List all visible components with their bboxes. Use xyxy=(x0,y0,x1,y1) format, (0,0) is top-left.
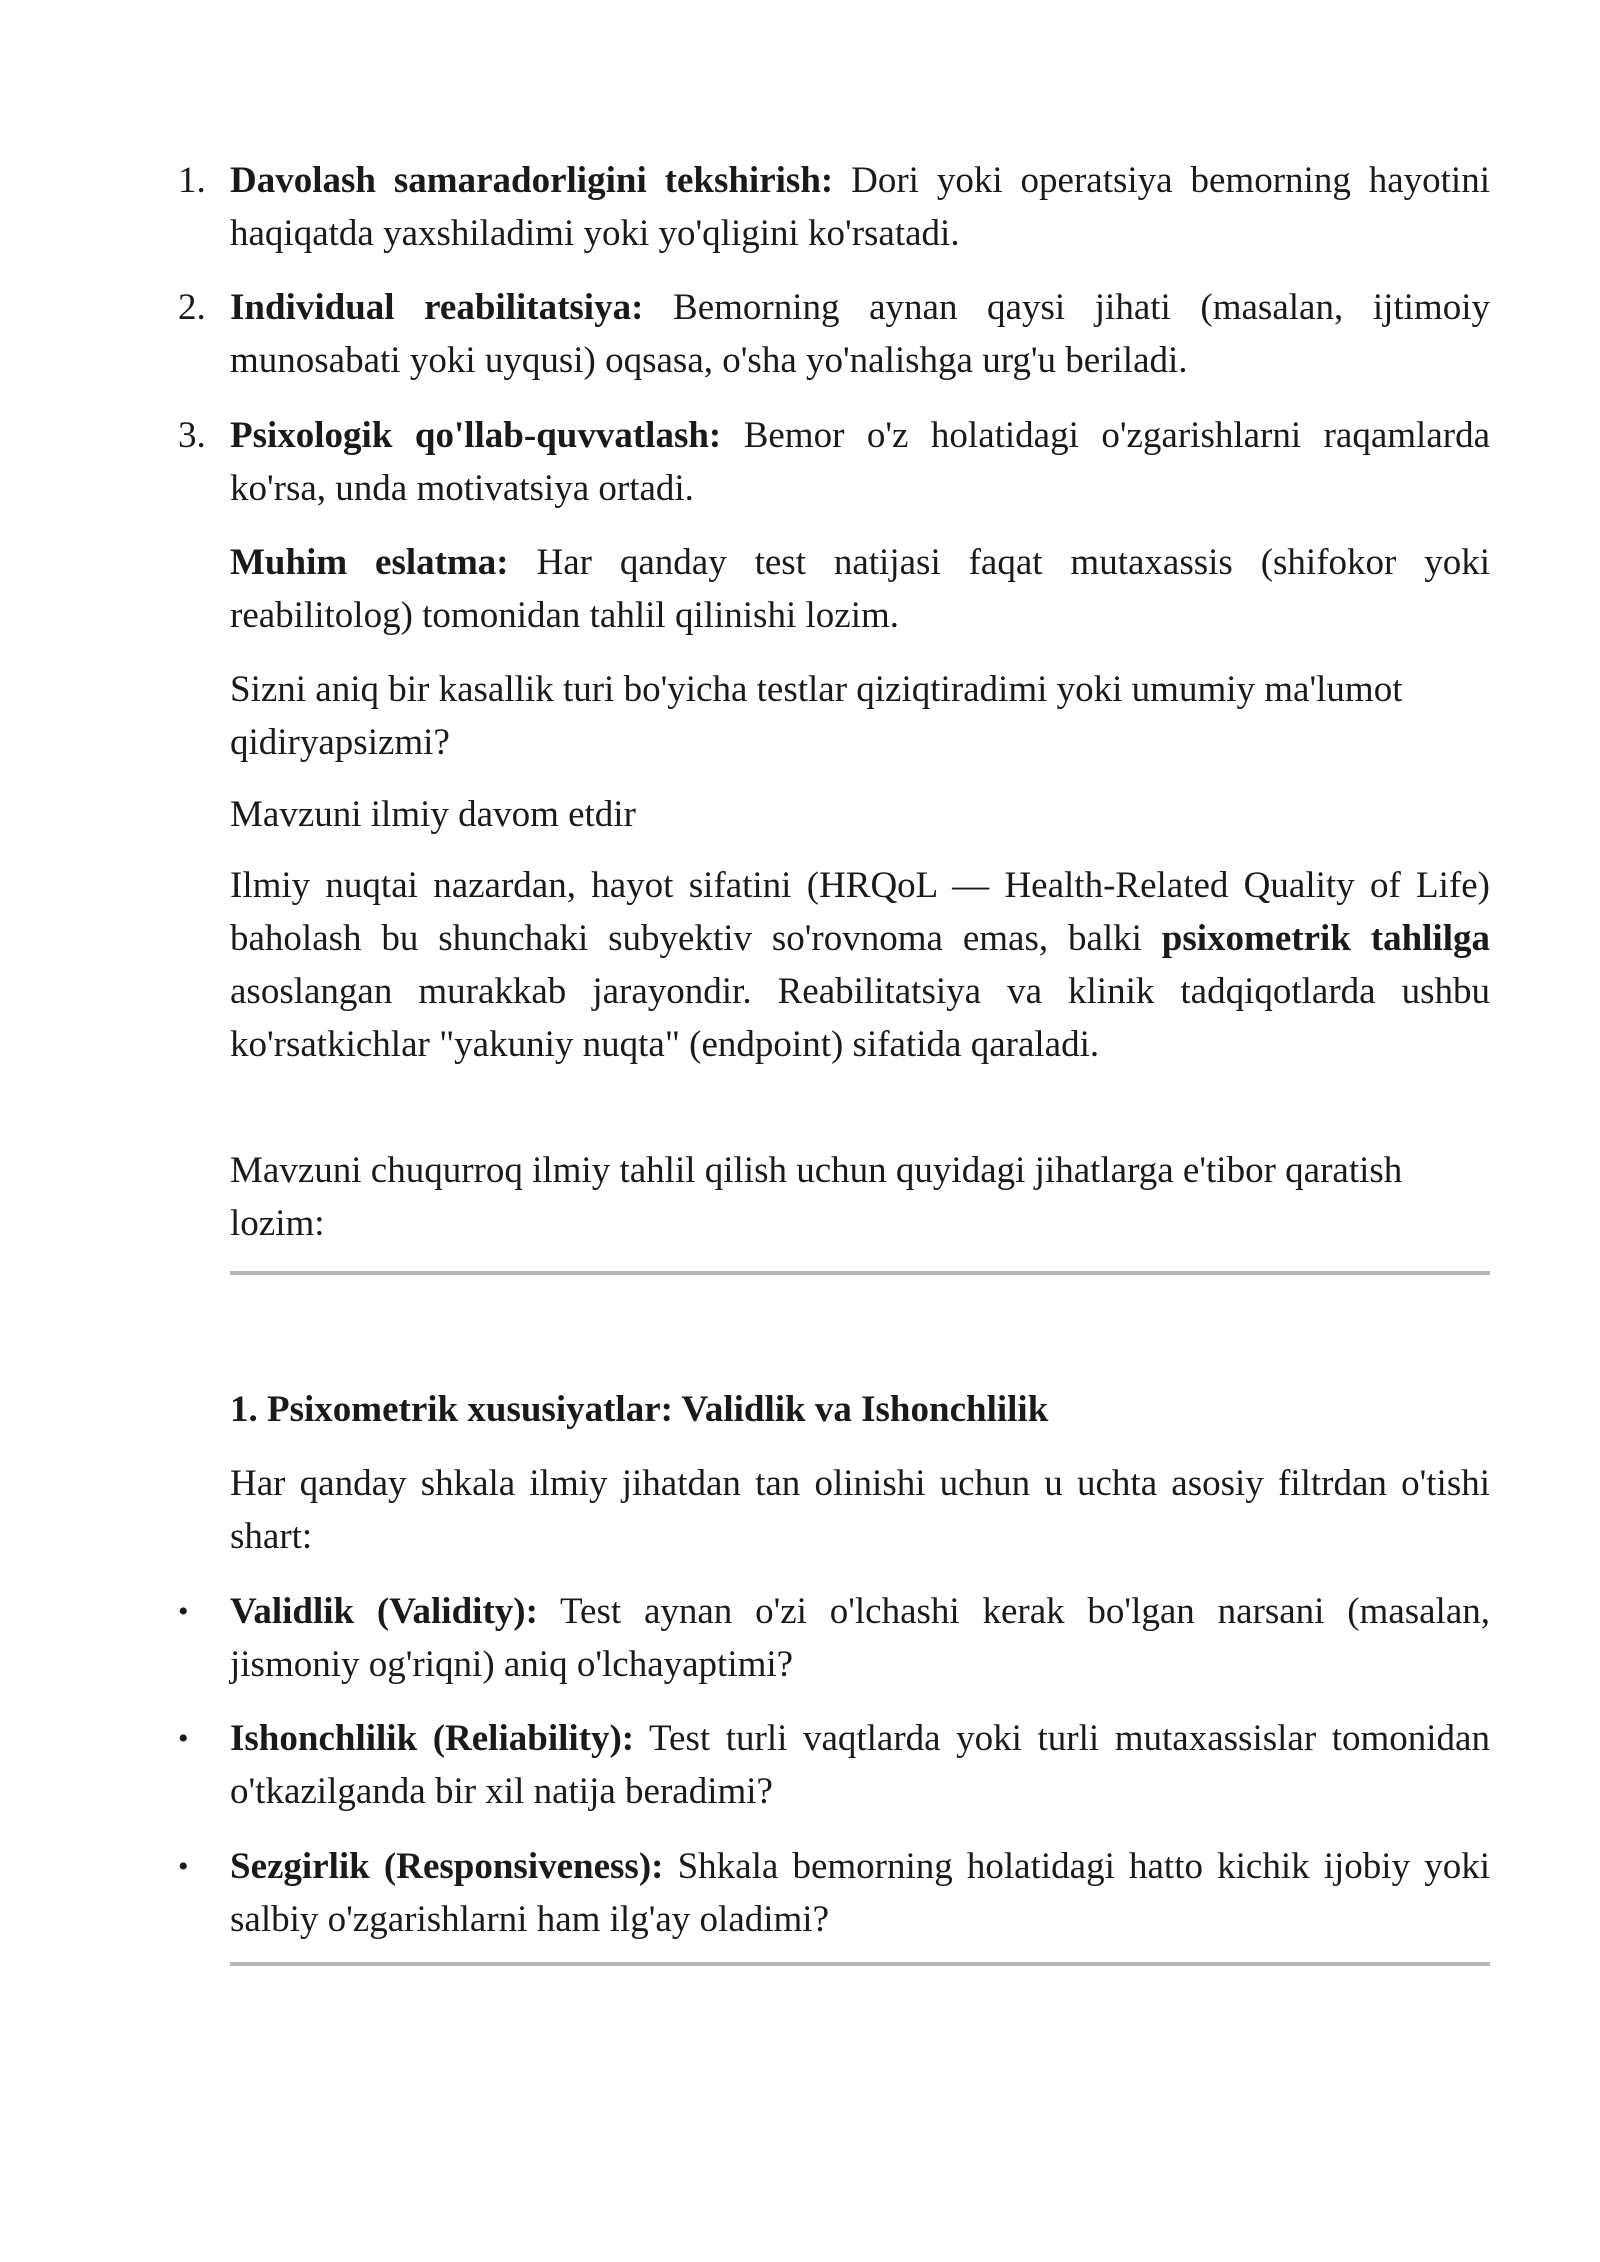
numbered-list-item xyxy=(230,281,1490,387)
lead-in-paragraph: Mavzuni chuqurroq ilmiy tahlil qilish uchun quyidagi jihatlarga e'tibor qaratish lozim: xyxy=(230,1150,1403,1244)
important-note xyxy=(230,536,1490,642)
list-item-text: Dori yoki operatsiya bemorning hayotini haqiqatda yaxshiladimi yoki yo'qligini ko'rsatadi. xyxy=(230,160,1490,254)
list-item-title: Psixologik qo'llab-quvvatlash: xyxy=(230,415,722,456)
list-number: 2. xyxy=(178,287,206,328)
bullet-text: Test aynan o'zi o'lchashi kerak bo'lgan narsani (masalan, jismoniy og'riqni) aniq o'lchayaptimi? xyxy=(230,1591,1491,1685)
continue-prompt: Mavzuni ilmiy davom etdir xyxy=(230,794,636,835)
list-item-title: Davolash samaradorligini tekshirish: xyxy=(230,160,834,201)
bullet-marker: • xyxy=(178,1850,189,1883)
list-number: 3. xyxy=(178,415,206,456)
bullet-text: Test turli vaqtlarda yoki turli mutaxassislar tomonidan o'tkazilganda bir xil natija beradimi? xyxy=(230,1718,1490,1812)
note-title: Muhim eslatma: xyxy=(230,542,509,583)
bullet-item-responsiveness xyxy=(230,1840,1490,1946)
list-item-text: Bemor o'z holatidagi o'zgarishlarni raqamlarda ko'rsa, unda motivatsiya ortadi. xyxy=(230,415,1490,509)
list-item-text: Bemorning aynan qaysi jihati (masalan, ijtimoiy munosabati yoki uyqusi) oqsasa, o'sha yo'nalishga urg'u beriladi. xyxy=(230,287,1490,381)
intro-bold-term: psixometrik tahlilga xyxy=(1161,918,1490,959)
bullet-title: Validlik (Validity): xyxy=(230,1591,538,1632)
follow-up-question: Sizni aniq bir kasallik turi bo'yicha testlar qiziqtiradimi yoki umumiy ma'lumot qidiryapsizmi? xyxy=(230,669,1403,763)
section-intro: Har qanday shkala ilmiy jihatdan tan olinishi uchun u uchta asosiy filtrdan o'tishi shart: xyxy=(230,1463,1490,1557)
list-number: 1. xyxy=(178,160,206,201)
section-divider xyxy=(230,1962,1490,1966)
numbered-list-item xyxy=(230,154,1490,260)
bullet-title: Sezgirlik (Responsiveness): xyxy=(230,1846,664,1887)
intro-text: Ilmiy nuqtai nazardan, hayot sifatini (HRQoL — Health-Related Quality of Life) baholash bu shunchaki subyektiv so'rovnoma emas, balki xyxy=(230,865,1490,959)
section-heading: 1. Psixometrik xususiyatlar: Validlik va Ishonchlilik xyxy=(230,1389,1049,1430)
intro-text-end: asoslangan murakkab jarayondir. Reabilitatsiya va klinik tadqiqotlarda ushbu ko'rsatkichlar "yakuniy nuqta" (endpoint) sifatida qaraladi. xyxy=(230,971,1490,1065)
section-divider xyxy=(230,1271,1490,1275)
bullet-title: Ishonchlilik (Reliability): xyxy=(230,1718,635,1759)
list-item-title: Individual reabilitatsiya: xyxy=(230,287,644,328)
bullet-marker: • xyxy=(178,1595,189,1628)
bullet-item-reliability xyxy=(230,1712,1490,1818)
numbered-list-item xyxy=(230,409,1490,515)
bullet-item-validity xyxy=(230,1585,1490,1691)
bullet-text: Shkala bemorning holatidagi hatto kichik ijobiy yoki salbiy o'zgarishlarni ham ilg'ay oladimi? xyxy=(230,1846,1490,1940)
bullet-marker: • xyxy=(178,1722,189,1755)
note-text: Har qanday test natijasi faqat mutaxassis (shifokor yoki reabilitolog) tomonidan tahlil qilinishi lozim. xyxy=(230,542,1490,636)
intro-paragraph xyxy=(230,859,1490,1071)
